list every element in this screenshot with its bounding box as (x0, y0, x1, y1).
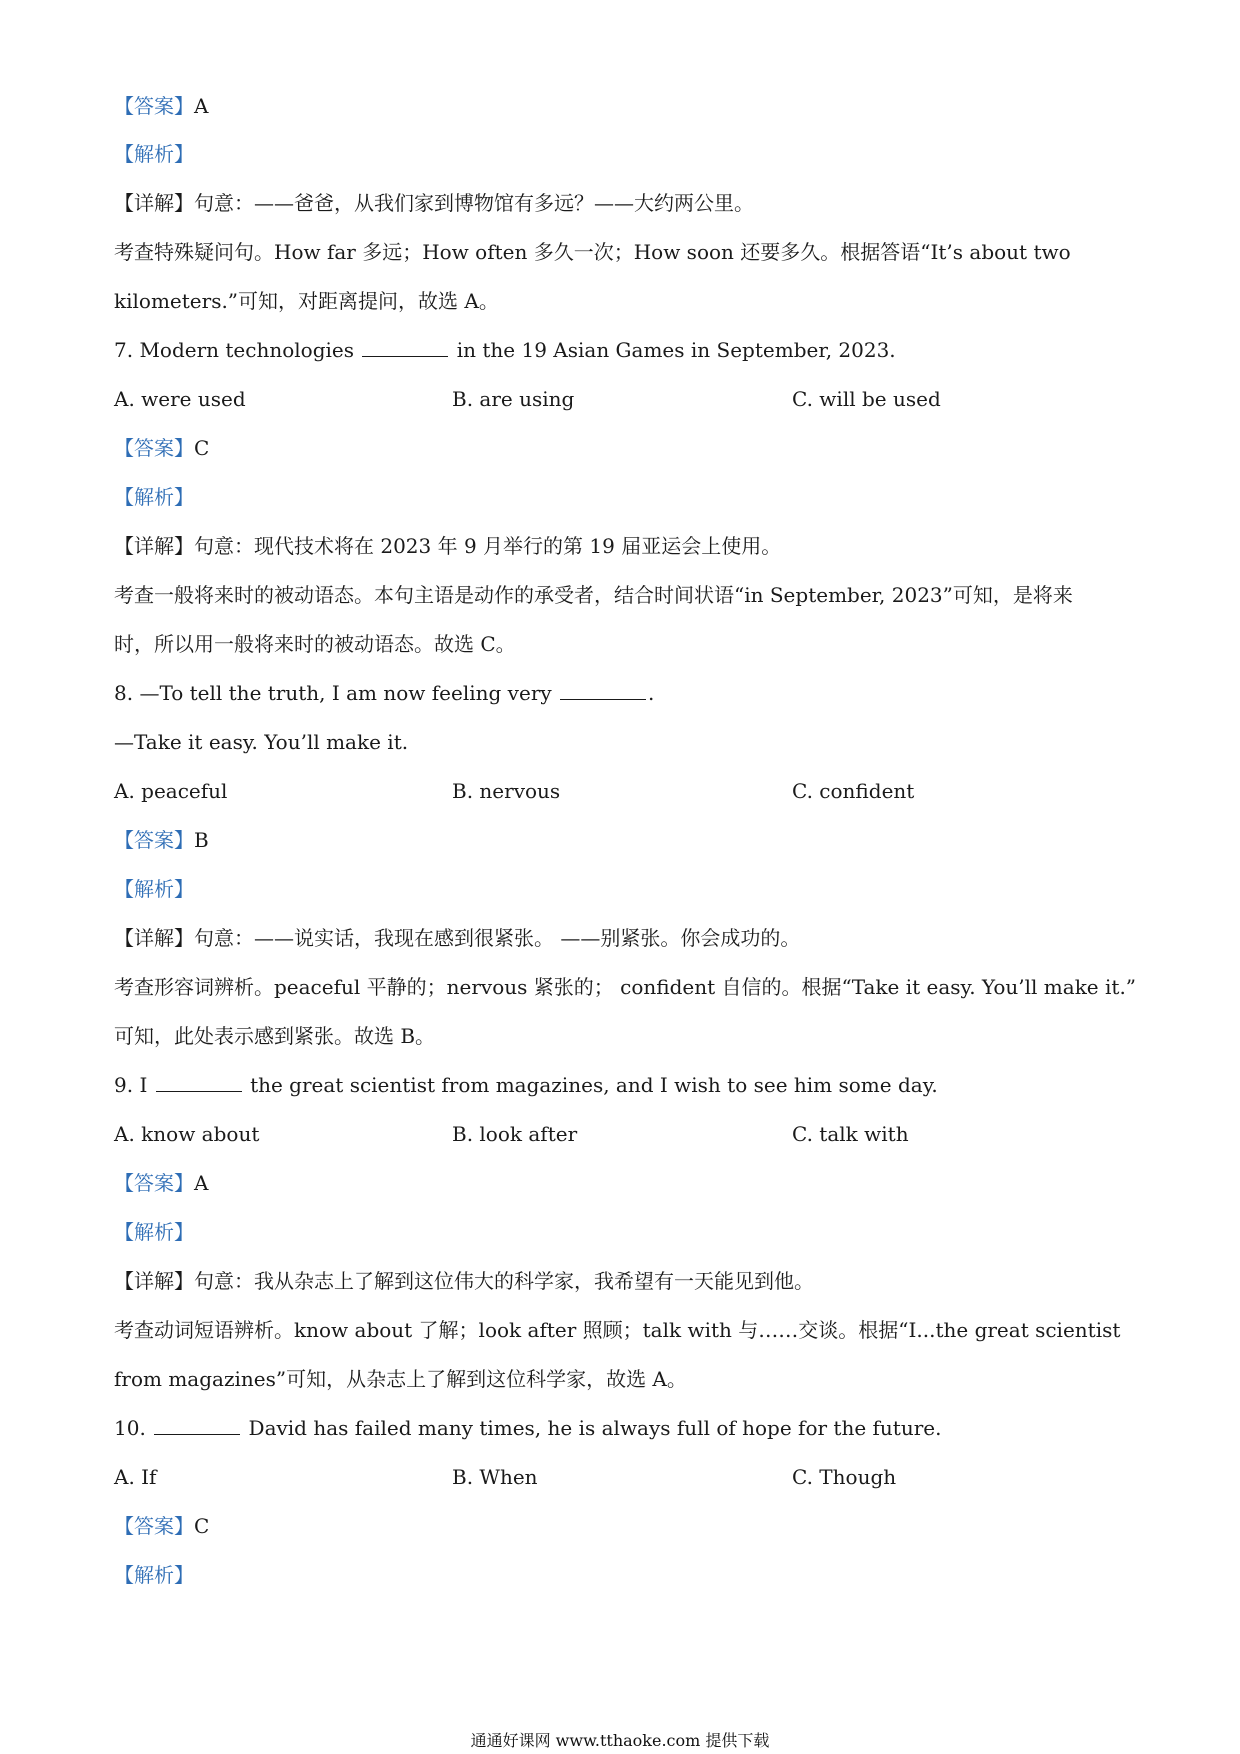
q9-analysis-line (114, 1218, 194, 1246)
q10-stem (114, 1414, 941, 1442)
q9-explain-2: from magazines”可知，从杂志上了解到这位科学家，故选 A。 (114, 1367, 687, 1391)
q8-stem-pre: 8. —To tell the truth, I am now feeling very (114, 681, 552, 705)
detail-tag: 【详解】 (114, 191, 194, 215)
q9-stem (114, 1071, 938, 1099)
q10-option-a: A. If (114, 1465, 157, 1489)
q9-option-a: A. know about (114, 1122, 260, 1146)
analysis-tag: 【解析】 (114, 1563, 194, 1587)
q10-analysis-line (114, 1561, 194, 1589)
q7-stem-pre: 7. Modern technologies (114, 338, 355, 362)
q7-blank (362, 338, 448, 357)
q8-stem-post: . (648, 681, 655, 705)
answer-tag: 【答案】 (114, 1171, 194, 1195)
q8-stem-2: —Take it easy. You’ll make it. (114, 730, 409, 754)
analysis-tag: 【解析】 (114, 485, 194, 509)
q6-answer-line (114, 92, 208, 120)
q8-option-a: A. peaceful (114, 779, 228, 803)
q10-blank (154, 1416, 240, 1435)
q9-option-b: B. look after (452, 1122, 578, 1146)
q7-option-a: A. were used (114, 387, 246, 411)
q6-detail-line (114, 189, 754, 217)
q9-blank (156, 1073, 242, 1092)
q10-option-b: B. When (452, 1465, 538, 1489)
q7-explain-2: 时，所以用一般将来时的被动语态。故选 C。 (114, 632, 516, 656)
q6-answer: A (194, 94, 209, 118)
answer-tag: 【答案】 (114, 436, 194, 460)
q9-detail: 句意：我从杂志上了解到这位伟大的科学家，我希望有一天能见到他。 (194, 1269, 814, 1293)
q7-option-c: C. will be used (792, 387, 941, 411)
q9-answer: A (194, 1171, 209, 1195)
q8-analysis-line (114, 875, 194, 903)
analysis-tag: 【解析】 (114, 142, 194, 166)
q7-answer-line (114, 434, 209, 462)
q7-stem (114, 336, 896, 364)
analysis-tag: 【解析】 (114, 877, 194, 901)
q8-option-b: B. nervous (452, 779, 561, 803)
detail-tag: 【详解】 (114, 926, 194, 950)
q8-answer-line (114, 826, 209, 854)
page-footer: 通通好课网 www.tthaoke.com 提供下载 (470, 1731, 770, 1750)
q10-stem-pre: 10. (114, 1416, 146, 1440)
q7-answer: C (194, 436, 210, 460)
q10-option-c: C. Though (792, 1465, 897, 1489)
q6-analysis-line (114, 140, 194, 168)
answer-tag: 【答案】 (114, 828, 194, 852)
q7-analysis-line (114, 483, 194, 511)
q9-answer-line (114, 1169, 208, 1197)
q8-explain-1: 考查形容词辨析。peaceful 平静的；nervous 紧张的； confident 自信的。根据“Take it easy. You’ll make it.” (114, 975, 1137, 999)
q7-stem-post: in the 19 Asian Games in September, 2023. (456, 338, 896, 362)
q9-option-c: C. talk with (792, 1122, 909, 1146)
q7-option-b: B. are using (452, 387, 575, 411)
detail-tag: 【详解】 (114, 1269, 194, 1293)
q9-explain-1: 考查动词短语辨析。know about 了解；look after 照顾；talk with 与……交谈。根据“I...the great scientist (114, 1318, 1121, 1342)
q8-detail: 句意：——说实话，我现在感到很紧张。 ——别紧张。你会成功的。 (194, 926, 801, 950)
q8-detail-line (114, 924, 800, 952)
analysis-tag: 【解析】 (114, 1220, 194, 1244)
q7-explain-1: 考查一般将来时的被动语态。本句主语是动作的承受者，结合时间状语“in September, 2023”可知，是将来 (114, 583, 1073, 607)
q7-detail-line (114, 532, 781, 560)
q8-blank (560, 681, 646, 700)
q9-stem-pre: 9. I (114, 1073, 148, 1097)
q6-explain-2: kilometers.”可知，对距离提问，故选 A。 (114, 289, 499, 313)
q10-answer-line (114, 1512, 209, 1540)
q9-stem-post: the great scientist from magazines, and I wish to see him some day. (250, 1073, 938, 1097)
q8-explain-2: 可知，此处表示感到紧张。故选 B。 (114, 1024, 436, 1048)
q10-stem-post: David has failed many times, he is always full of hope for the future. (248, 1416, 942, 1440)
q8-stem (114, 679, 654, 707)
q8-option-c: C. confident (792, 779, 915, 803)
detail-tag: 【详解】 (114, 534, 194, 558)
q10-answer: C (194, 1514, 210, 1538)
answer-tag: 【答案】 (114, 94, 194, 118)
answer-tag: 【答案】 (114, 1514, 194, 1538)
q8-answer: B (194, 828, 209, 852)
q6-explain-1: 考查特殊疑问句。How far 多远；How often 多久一次；How soon 还要多久。根据答语“It’s about two (114, 240, 1071, 264)
q9-detail-line (114, 1267, 814, 1295)
q7-detail: 句意：现代技术将在 2023 年 9 月举行的第 19 届亚运会上使用。 (194, 534, 782, 558)
q6-detail: 句意：——爸爸，从我们家到博物馆有多远？——大约两公里。 (194, 191, 754, 215)
